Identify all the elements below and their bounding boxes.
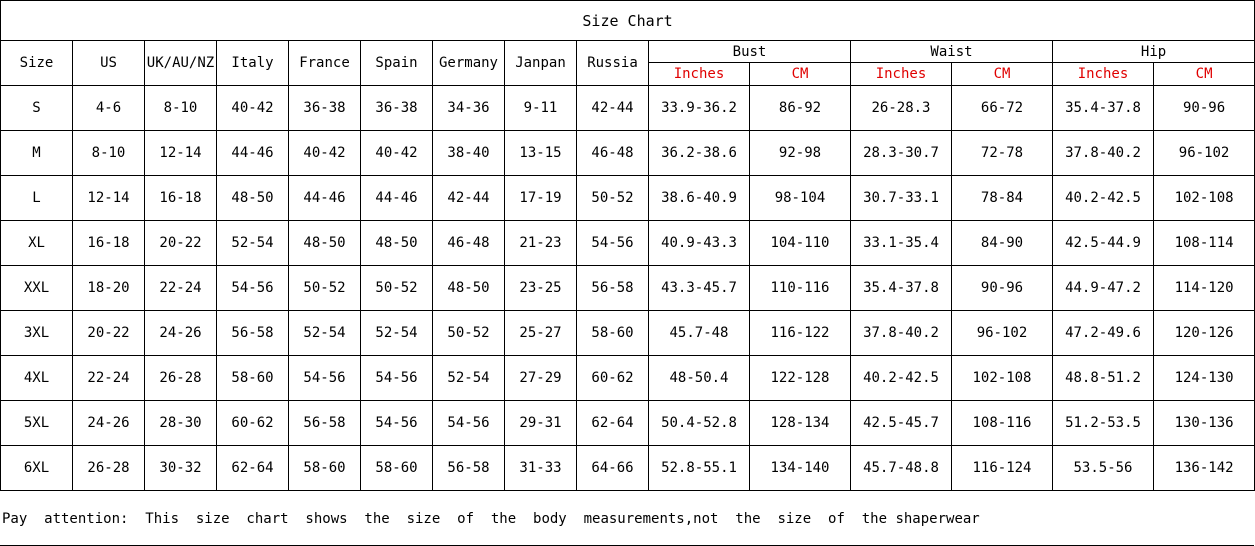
column-header-russia: Russia — [577, 41, 649, 86]
table-cell: 16-18 — [145, 176, 217, 221]
table-cell: 20-22 — [145, 221, 217, 266]
chart-title: Size Chart — [1, 1, 1255, 41]
table-cell: 54-56 — [361, 401, 433, 446]
table-cell: 102-108 — [1154, 176, 1255, 221]
table-cell: 35.4-37.8 — [851, 266, 952, 311]
table-cell: 17-19 — [505, 176, 577, 221]
table-cell: 8-10 — [73, 131, 145, 176]
table-cell: 33.1-35.4 — [851, 221, 952, 266]
group-header-waist: Waist — [851, 41, 1053, 63]
table-cell: 62-64 — [577, 401, 649, 446]
table-cell: 48-50.4 — [649, 356, 750, 401]
header-row-groups — [1, 41, 1255, 63]
table-cell: 20-22 — [73, 311, 145, 356]
unit-header-hip-inches: Inches — [1053, 63, 1154, 86]
table-cell: 44-46 — [289, 176, 361, 221]
table-cell: 96-102 — [1154, 131, 1255, 176]
table-cell: 44-46 — [217, 131, 289, 176]
table-row — [1, 131, 1255, 176]
unit-header-waist-cm: CM — [952, 63, 1053, 86]
table-cell: 36.2-38.6 — [649, 131, 750, 176]
table-cell: 42.5-44.9 — [1053, 221, 1154, 266]
table-cell: 134-140 — [750, 446, 851, 491]
table-cell: 58-60 — [217, 356, 289, 401]
table-cell: 90-96 — [952, 266, 1053, 311]
table-cell: 58-60 — [361, 446, 433, 491]
table-cell: 21-23 — [505, 221, 577, 266]
table-cell: 24-26 — [145, 311, 217, 356]
table-row — [1, 176, 1255, 221]
unit-header-bust-inches: Inches — [649, 63, 750, 86]
table-cell: 56-58 — [289, 401, 361, 446]
table-cell: 56-58 — [217, 311, 289, 356]
size-label-cell: M — [1, 131, 73, 176]
table-cell: 8-10 — [145, 86, 217, 131]
table-cell: 102-108 — [952, 356, 1053, 401]
table-cell: 48-50 — [289, 221, 361, 266]
size-label-cell: L — [1, 176, 73, 221]
table-cell: 48.8-51.2 — [1053, 356, 1154, 401]
table-cell: 30-32 — [145, 446, 217, 491]
table-cell: 60-62 — [577, 356, 649, 401]
table-cell: 48-50 — [361, 221, 433, 266]
table-cell: 50.4-52.8 — [649, 401, 750, 446]
table-cell: 26-28 — [73, 446, 145, 491]
table-cell: 36-38 — [289, 86, 361, 131]
table-cell: 4-6 — [73, 86, 145, 131]
table-cell: 18-20 — [73, 266, 145, 311]
column-header-size: Size — [1, 41, 73, 86]
group-header-hip: Hip — [1053, 41, 1255, 63]
table-cell: 40.2-42.5 — [851, 356, 952, 401]
table-cell: 72-78 — [952, 131, 1053, 176]
table-cell: 50-52 — [433, 311, 505, 356]
table-cell: 50-52 — [577, 176, 649, 221]
table-cell: 33.9-36.2 — [649, 86, 750, 131]
table-cell: 50-52 — [361, 266, 433, 311]
table-cell: 52-54 — [289, 311, 361, 356]
table-cell: 104-110 — [750, 221, 851, 266]
table-cell: 22-24 — [73, 356, 145, 401]
table-cell: 56-58 — [433, 446, 505, 491]
table-cell: 108-114 — [1154, 221, 1255, 266]
table-cell: 110-116 — [750, 266, 851, 311]
table-cell: 52-54 — [361, 311, 433, 356]
table-row — [1, 401, 1255, 446]
table-cell: 120-126 — [1154, 311, 1255, 356]
table-cell: 37.8-40.2 — [851, 311, 952, 356]
table-cell: 62-64 — [217, 446, 289, 491]
group-header-bust: Bust — [649, 41, 851, 63]
table-cell: 52.8-55.1 — [649, 446, 750, 491]
table-cell: 54-56 — [361, 356, 433, 401]
table-cell: 58-60 — [577, 311, 649, 356]
table-cell: 54-56 — [289, 356, 361, 401]
table-cell: 37.8-40.2 — [1053, 131, 1154, 176]
table-cell: 16-18 — [73, 221, 145, 266]
table-cell: 24-26 — [73, 401, 145, 446]
table-cell: 28-30 — [145, 401, 217, 446]
table-cell: 36-38 — [361, 86, 433, 131]
table-cell: 92-98 — [750, 131, 851, 176]
table-cell: 52-54 — [217, 221, 289, 266]
table-cell: 45.7-48 — [649, 311, 750, 356]
table-cell: 38-40 — [433, 131, 505, 176]
attention-note: Pay attention: This size chart shows the size of the body measurements,not the size of the shaperwear — [2, 511, 980, 527]
table-cell: 46-48 — [577, 131, 649, 176]
table-row — [1, 86, 1255, 131]
table-cell: 108-116 — [952, 401, 1053, 446]
size-label-cell: 5XL — [1, 401, 73, 446]
table-cell: 124-130 — [1154, 356, 1255, 401]
table-cell: 44-46 — [361, 176, 433, 221]
table-cell: 96-102 — [952, 311, 1053, 356]
table-cell: 31-33 — [505, 446, 577, 491]
table-cell: 12-14 — [145, 131, 217, 176]
table-cell: 130-136 — [1154, 401, 1255, 446]
column-header-france: France — [289, 41, 361, 86]
table-cell: 38.6-40.9 — [649, 176, 750, 221]
table-cell: 28.3-30.7 — [851, 131, 952, 176]
table-cell: 54-56 — [577, 221, 649, 266]
table-cell: 64-66 — [577, 446, 649, 491]
table-row — [1, 311, 1255, 356]
table-cell: 116-124 — [952, 446, 1053, 491]
table-cell: 60-62 — [217, 401, 289, 446]
table-cell: 51.2-53.5 — [1053, 401, 1154, 446]
table-cell: 13-15 — [505, 131, 577, 176]
table-cell: 34-36 — [433, 86, 505, 131]
table-cell: 43.3-45.7 — [649, 266, 750, 311]
table-cell: 54-56 — [433, 401, 505, 446]
table-cell: 48-50 — [433, 266, 505, 311]
table-cell: 90-96 — [1154, 86, 1255, 131]
table-row — [1, 446, 1255, 491]
unit-header-waist-inches: Inches — [851, 63, 952, 86]
table-cell: 40.9-43.3 — [649, 221, 750, 266]
table-cell: 136-142 — [1154, 446, 1255, 491]
table-cell: 42.5-45.7 — [851, 401, 952, 446]
table-cell: 46-48 — [433, 221, 505, 266]
table-cell: 52-54 — [433, 356, 505, 401]
table-cell: 114-120 — [1154, 266, 1255, 311]
table-cell: 40-42 — [289, 131, 361, 176]
size-label-cell: XL — [1, 221, 73, 266]
table-cell: 47.2-49.6 — [1053, 311, 1154, 356]
table-cell: 53.5-56 — [1053, 446, 1154, 491]
table-row — [1, 356, 1255, 401]
column-header-janpan: Janpan — [505, 41, 577, 86]
column-header-uk-au-nz: UK/AU/NZ — [145, 41, 217, 86]
column-header-italy: Italy — [217, 41, 289, 86]
size-label-cell: 3XL — [1, 311, 73, 356]
table-cell: 98-104 — [750, 176, 851, 221]
table-cell: 26-28.3 — [851, 86, 952, 131]
table-row — [1, 266, 1255, 311]
table-cell: 12-14 — [73, 176, 145, 221]
table-cell: 48-50 — [217, 176, 289, 221]
size-label-cell: 6XL — [1, 446, 73, 491]
table-cell: 40-42 — [361, 131, 433, 176]
table-cell: 30.7-33.1 — [851, 176, 952, 221]
table-cell: 44.9-47.2 — [1053, 266, 1154, 311]
table-cell: 66-72 — [952, 86, 1053, 131]
table-cell: 42-44 — [433, 176, 505, 221]
table-cell: 58-60 — [289, 446, 361, 491]
table-cell: 40.2-42.5 — [1053, 176, 1154, 221]
unit-header-hip-cm: CM — [1154, 63, 1255, 86]
table-cell: 78-84 — [952, 176, 1053, 221]
table-cell: 25-27 — [505, 311, 577, 356]
table-cell: 56-58 — [577, 266, 649, 311]
table-cell: 128-134 — [750, 401, 851, 446]
size-label-cell: XXL — [1, 266, 73, 311]
table-cell: 40-42 — [217, 86, 289, 131]
table-cell: 29-31 — [505, 401, 577, 446]
column-header-germany: Germany — [433, 41, 505, 86]
table-cell: 54-56 — [217, 266, 289, 311]
unit-header-bust-cm: CM — [750, 63, 851, 86]
table-cell: 27-29 — [505, 356, 577, 401]
size-label-cell: S — [1, 86, 73, 131]
size-label-cell: 4XL — [1, 356, 73, 401]
column-header-us: US — [73, 41, 145, 86]
table-cell: 23-25 — [505, 266, 577, 311]
table-cell: 86-92 — [750, 86, 851, 131]
table-cell: 22-24 — [145, 266, 217, 311]
table-cell: 45.7-48.8 — [851, 446, 952, 491]
table-cell: 26-28 — [145, 356, 217, 401]
column-header-spain: Spain — [361, 41, 433, 86]
table-cell: 122-128 — [750, 356, 851, 401]
table-cell: 35.4-37.8 — [1053, 86, 1154, 131]
table-cell: 42-44 — [577, 86, 649, 131]
table-cell: 84-90 — [952, 221, 1053, 266]
table-cell: 116-122 — [750, 311, 851, 356]
table-row — [1, 221, 1255, 266]
table-cell: 50-52 — [289, 266, 361, 311]
table-cell: 9-11 — [505, 86, 577, 131]
title-row — [1, 1, 1255, 41]
